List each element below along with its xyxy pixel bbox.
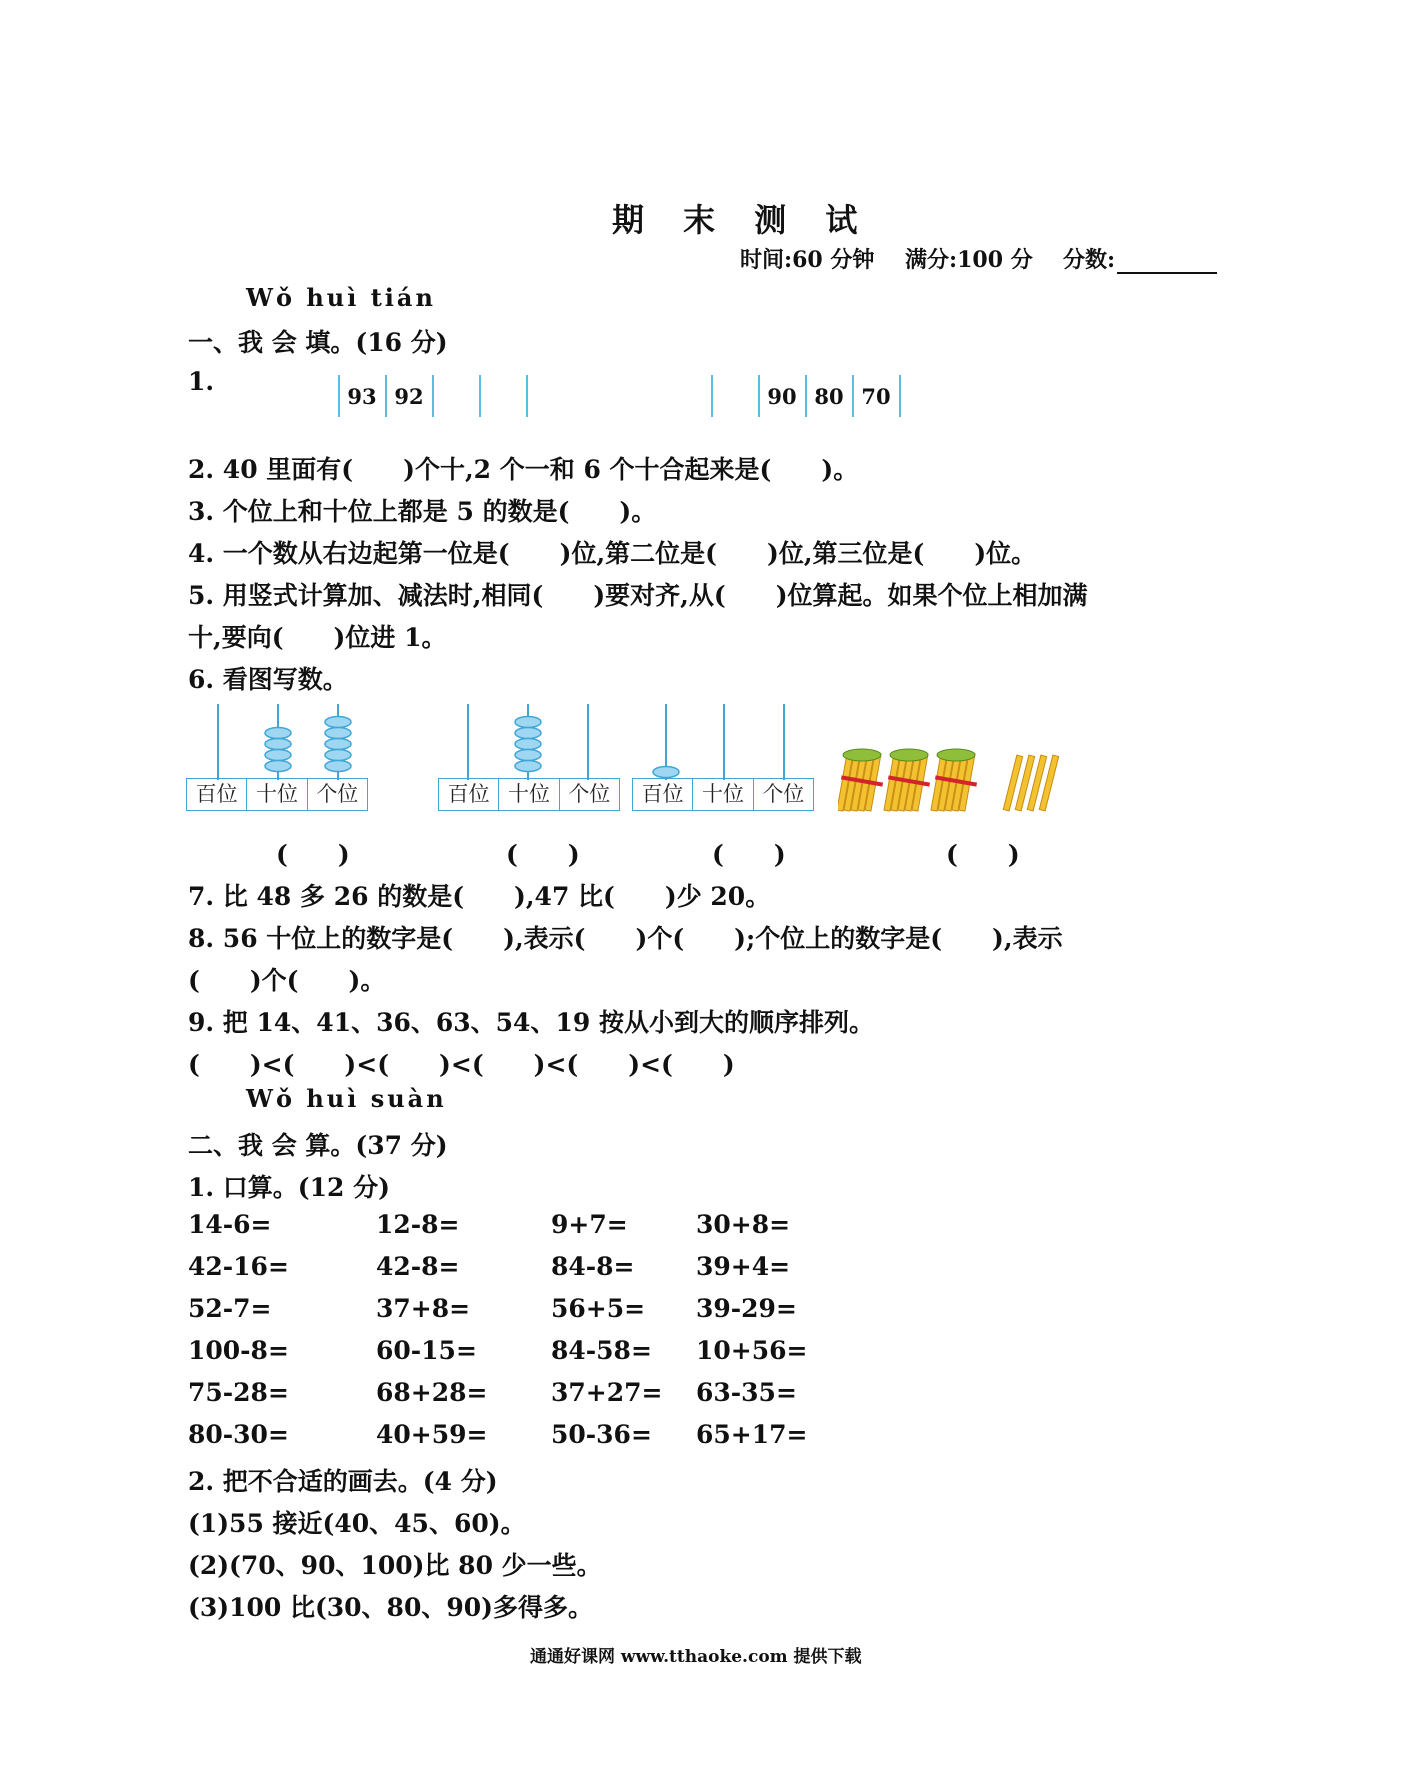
score-blank[interactable] — [1117, 250, 1217, 274]
calc-item: 75-28= — [188, 1378, 289, 1407]
calc-item: 50-36= — [551, 1420, 652, 1449]
calc-item: 42-8= — [376, 1252, 460, 1281]
question-8-line1: 8. 56 十位上的数字是( ),表示( )个( );个位上的数字是( ),表示 — [188, 924, 1063, 953]
abacus-label-hundreds: 百位 — [187, 779, 247, 810]
calc-item: 10+56= — [696, 1336, 808, 1365]
score-field[interactable] — [1063, 243, 1217, 274]
abacus-rods — [186, 700, 366, 780]
footer-credit: 通通好课网 www.tthaoke.com 提供下载 — [530, 1647, 862, 1667]
abacus-label-hundreds: 百位 — [633, 779, 693, 810]
calc-item: 52-7= — [188, 1294, 272, 1323]
q6-answer-3[interactable]: ( ) — [712, 840, 786, 869]
calc-item: 84-58= — [551, 1336, 652, 1365]
oral-calc-heading: 1. 口算。(12 分) — [188, 1173, 390, 1202]
number-line-cell: 70 — [861, 384, 891, 409]
abacus-label-ones: 个位 — [316, 782, 359, 806]
q1-label: 1. — [188, 367, 215, 396]
calc-item: 84-8= — [551, 1252, 635, 1281]
cross-out-item-2: (2)(70、90、100)比 80 少一些。 — [188, 1551, 602, 1580]
number-line-cell: 80 — [814, 384, 844, 409]
cross-out-item-3: (3)100 比(30、80、90)多得多。 — [188, 1593, 593, 1622]
calc-item: 30+8= — [696, 1210, 791, 1239]
calc-item: 100-8= — [188, 1336, 289, 1365]
page-title: 期 末 测 试 — [612, 201, 872, 239]
number-line-cell: 93 — [347, 384, 377, 409]
number-line-cell: 90 — [767, 384, 797, 409]
score-label: 分数: — [1063, 247, 1116, 273]
number-line-cell: 92 — [394, 384, 424, 409]
abacus-label-tens: 十位 — [499, 779, 559, 810]
stick-bundle — [838, 749, 883, 811]
calc-item: 14-6= — [188, 1210, 272, 1239]
section1-heading: 一、我 会 填。(16 分) — [188, 328, 448, 357]
cross-out-item-1: (1)55 接近(40、45、60)。 — [188, 1509, 526, 1538]
calc-item: 37+8= — [376, 1294, 471, 1323]
time-label: 时间:60 分钟 — [740, 247, 875, 273]
calc-item: 60-15= — [376, 1336, 477, 1365]
question-2: 2. 40 里面有( )个十,2 个一和 6 个十合起来是( )。 — [188, 455, 859, 484]
single-sticks — [1003, 755, 1058, 811]
stick-bundle — [931, 749, 977, 811]
question-9-blanks[interactable]: ( )<( )<( )<( )<( )<( ) — [188, 1050, 735, 1079]
q6-answer-1[interactable]: ( ) — [276, 840, 350, 869]
calc-item: 39-29= — [696, 1294, 797, 1323]
section2-pinyin: Wǒ huì suàn — [246, 1084, 447, 1113]
question-7: 7. 比 48 多 26 的数是( ),47 比( )少 20。 — [188, 882, 771, 911]
abacus-label-hundreds: 百位 — [439, 779, 499, 810]
q6-answer-4[interactable]: ( ) — [946, 840, 1020, 869]
calc-item: 56+5= — [551, 1294, 646, 1323]
question-4: 4. 一个数从右边起第一位是( )位,第二位是( )位,第三位是( )位。 — [188, 539, 1037, 568]
stick-bundles-image — [838, 745, 1068, 815]
calc-item: 65+17= — [696, 1420, 808, 1449]
abacus-rods — [438, 700, 618, 780]
calc-item: 12-8= — [376, 1210, 460, 1239]
calc-item: 9+7= — [551, 1210, 628, 1239]
stick-bundle — [884, 749, 930, 811]
question-5-line2: 十,要向( )位进 1。 — [188, 623, 447, 652]
section1-pinyin: Wǒ huì tián — [246, 283, 436, 312]
question-9: 9. 把 14、41、36、63、54、19 按从小到大的顺序排列。 — [188, 1008, 874, 1037]
calc-item: 68+28= — [376, 1378, 488, 1407]
q6-answer-2[interactable]: ( ) — [506, 840, 580, 869]
abacus-rods — [632, 700, 812, 780]
calc-item: 63-35= — [696, 1378, 797, 1407]
abacus-label-ones: 个位 — [568, 782, 611, 806]
question-5-line1: 5. 用竖式计算加、减法时,相同( )要对齐,从( )位算起。如果个位上相加满 — [188, 581, 1088, 610]
full-score-label: 满分:100 分 — [905, 247, 1033, 273]
abacus-label-tens: 十位 — [693, 779, 753, 810]
calc-item: 39+4= — [696, 1252, 791, 1281]
calc-item: 42-16= — [188, 1252, 289, 1281]
section2-heading: 二、我 会 算。(37 分) — [188, 1131, 448, 1160]
calc-item: 80-30= — [188, 1420, 289, 1449]
cross-out-heading: 2. 把不合适的画去。(4 分) — [188, 1467, 498, 1496]
abacus-label-tens: 十位 — [247, 779, 307, 810]
calc-item: 40+59= — [376, 1420, 488, 1449]
calc-item: 37+27= — [551, 1378, 663, 1407]
abacus-label-ones: 个位 — [762, 782, 805, 806]
question-3: 3. 个位上和十位上都是 5 的数是( )。 — [188, 497, 657, 526]
question-6: 6. 看图写数。 — [188, 665, 348, 694]
question-8-line2: ( )个( )。 — [188, 966, 386, 995]
